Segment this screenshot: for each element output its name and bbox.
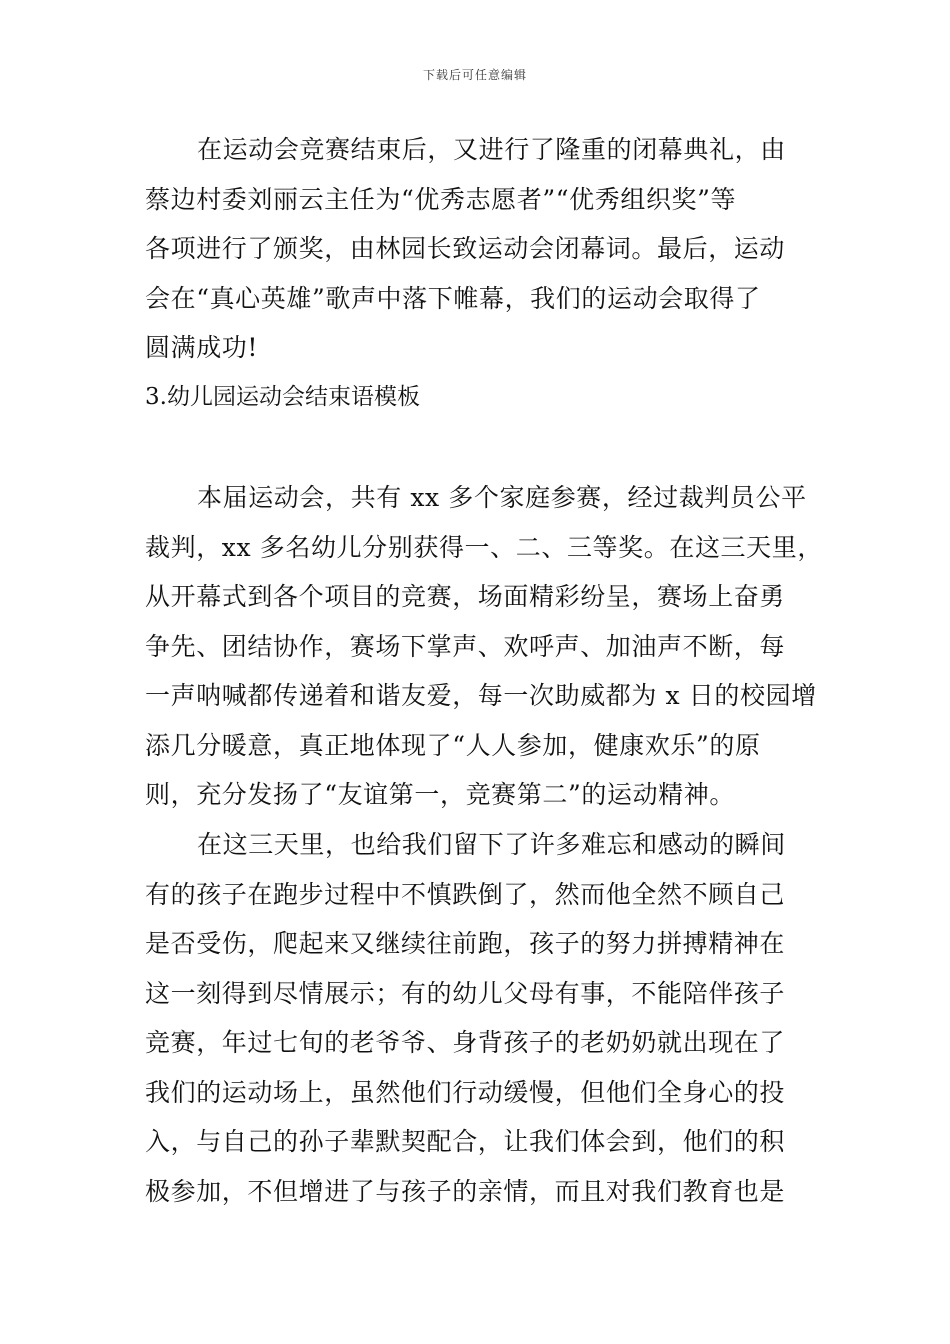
text-line: 极参加，不但增进了与孩子的亲情，而且对我们教育也是 — [145, 1176, 786, 1206]
text-line: 蔡边村委刘丽云主任为“优秀志愿者”“优秀组织奖”等 — [145, 184, 737, 214]
paragraph-sports-meet-summary — [145, 473, 823, 820]
text-line: 各项进行了颁奖，由林园长致运动会闭幕词。最后，运动 — [145, 234, 786, 263]
text-line: 裁判，xx 多名幼儿分别获得一、二、三等奖。在这三天里， — [145, 532, 823, 562]
text-line: 一声呐喊都传递着和谐友爱，每一次助威都为 x 日的校园增 — [145, 681, 817, 710]
text-line: 有的孩子在跑步过程中不慎跌倒了，然而他全然不顾自己 — [145, 879, 786, 909]
text-line: 从开幕式到各个项目的竞赛，场面精彩纷呈，赛场上奋勇 — [145, 582, 786, 611]
text-line: 争先、团结协作，赛场下掌声、欢呼声、加油声不断，每 — [145, 631, 786, 661]
text-line: 添几分暖意，真正地体现了“人人参加，健康欢乐”的原 — [145, 730, 761, 760]
text-line: 在运动会竞赛结束后，又进行了隆重的闭幕典礼，由 — [197, 135, 786, 164]
paragraph-closing-ceremony — [145, 125, 810, 422]
header-note: 下载后可任意编辑 — [422, 68, 527, 82]
text-line: 本届运动会，共有 xx 多个家庭参赛，经过裁判员公平 — [197, 483, 807, 512]
text-line: 圆满成功! — [145, 333, 259, 362]
text-line: 竞赛，年过七旬的老爷爷、身背孩子的老奶奶就出现在了 — [145, 1028, 786, 1057]
text-line: 我们的运动场上，虽然他们行动缓慢，但他们全身心的投 — [145, 1077, 786, 1107]
text-line: 是否受伤，爬起来又继续往前跑，孩子的努力拼搏精神在 — [145, 929, 786, 958]
text-line: 这一刻得到尽情展示；有的幼儿父母有事，不能陪伴孩子 — [145, 978, 786, 1008]
text-line: 则，充分发扬了“友谊第一，竞赛第二”的运动精神。 — [145, 780, 735, 809]
text-line: 入，与自己的孙子辈默契配合，让我们体会到，他们的积 — [145, 1127, 786, 1156]
text-line: 在这三天里，也给我们留下了许多难忘和感动的瞬间 — [197, 830, 786, 859]
text-line: 会在“真心英雄”歌声中落下帷幕，我们的运动会取得了 — [145, 283, 761, 313]
paragraph-moving-moments — [145, 820, 810, 1216]
section-heading: 3.幼儿园运动会结束语模板 — [145, 383, 420, 410]
